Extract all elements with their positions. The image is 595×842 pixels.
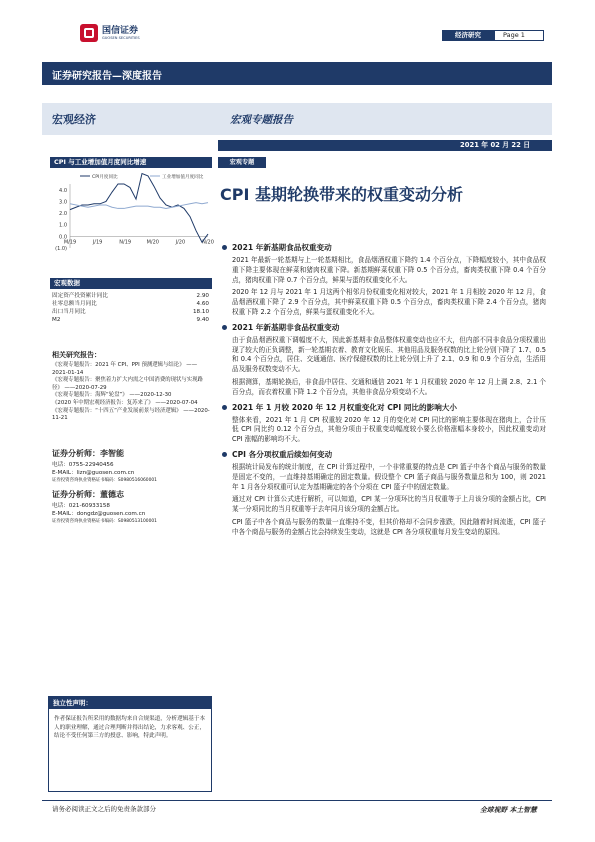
related-reports	[52, 350, 210, 423]
analyst-1-cert: 证券投资咨询执业资格证书编码：S0980516060001	[52, 478, 157, 483]
independence-box	[48, 696, 212, 792]
bullet-icon	[222, 245, 227, 250]
logo-en: GUOSEN SECURITIES	[102, 35, 140, 40]
report-date: 2021 年 02 月 22 日	[460, 141, 531, 149]
x-tick-label: M/19	[63, 239, 77, 246]
cpi-chart	[50, 170, 212, 270]
analyst-2-email[interactable]: E-MAIL：dongdz@guosen.com.cn	[52, 511, 146, 517]
paragraph: 根据统计局发布的统计制度，在 CPI 计算过程中，一个非常重要的特点是 CPI 篮子中各个商品与服务的数量是固定不变的，一直维持基期确定的固定数量。假设整个 CPI 篮子商品与服务数量总和为 100，则 2021 年 1 月各分项权重可认定为基期确定的各个分项在 CPI 篮子中的固定数量。	[232, 462, 546, 491]
paragraph: 根据测算，基期轮换后，非食品中居住、交通和通信 2021 年 1 月权重较 2020 年 12 月上调 2.8、2.1 个百分点，而衣着权重下降 1.2 个百分点，其他非食品分项变动不大。	[232, 377, 546, 396]
index-table	[52, 292, 212, 324]
series-line	[70, 203, 208, 209]
index-row: 固定资产投资累计同比 2.90	[52, 293, 209, 299]
index-title: 宏观数据	[50, 278, 212, 289]
analyst-2-phone: 电话：021-60933158	[52, 503, 110, 509]
y-tick-label: (1.0)	[55, 246, 67, 252]
bullet-icon	[222, 325, 227, 330]
section-heading: 2021 年新基期非食品权重变动	[222, 322, 546, 333]
paragraph: 2021 年最新一轮基期与上一轮基期相比，食品烟酒权重下降约 1.4 个百分点，下降幅度较小，其中食品权重下降主要体现在鲜菜和猪肉权重下降。新基期鲜菜权重下降 0.5 个百分点，畜肉类权重下降 0.4 个百分点，猪肉权重下降 0.7 个百分点，鲜果与蛋的权重变化不大。	[232, 256, 546, 284]
analyst-2-name: 证券分析师：董德志	[52, 490, 124, 499]
main-body	[222, 238, 546, 541]
report-type: 经济研究	[455, 31, 481, 39]
y-tick-label: 0.0	[59, 234, 67, 241]
index-row: 出口当月同比 18.10	[52, 309, 209, 315]
series-title: 证券研究报告—深度报告	[52, 71, 162, 82]
related-report-link[interactable]: 《宏观专题报告：2021 年 CPI、PPI 预测逻辑与结论》 ——2021-01-14	[52, 362, 198, 376]
report-title: CPI 基期轮换带来的权重变动分析	[220, 185, 463, 204]
analyst-2-cert: 证券投资咨询执业资格证书编码：S0980513100001	[52, 519, 157, 524]
legend-label: CPI月度同比	[92, 175, 118, 180]
section-heading: 2021 年新基期食品权重变动	[222, 242, 546, 253]
index-row: 社零总额当月同比 4.60	[52, 301, 209, 307]
x-tick-label: N/20	[202, 239, 214, 246]
paragraph: 通过对 CPI 计算公式进行解析，可以知道，CPI 某一分项环比的当月权重等于上月该分项的金额占比，CPI 某一分项同比的当月权重等于去年同月该分项的金额占比。	[232, 495, 546, 514]
footer-disclaimer: 请务必阅读正文之后的免责条款部分	[52, 805, 156, 813]
footer-slogan: 全球视野 本土智慧	[480, 806, 537, 814]
statement-title: 独立性声明：	[49, 697, 211, 709]
x-tick-label: M/20	[146, 239, 159, 246]
page-number: Page 1	[503, 31, 525, 39]
x-tick-label: J/20	[175, 239, 186, 246]
y-tick-label: 2.0	[59, 211, 67, 218]
bullet-icon	[222, 452, 227, 457]
section-heading: 2021 年 1 月较 2020 年 12 月权重变化对 CPI 同比的影响大小	[222, 402, 546, 413]
category-band	[42, 103, 552, 135]
x-tick-label: J/19	[92, 239, 103, 246]
related-report-link[interactable]: 《2020 年中期宏观经济报告：复苏来了》 ——2020-07-04	[52, 399, 198, 406]
logo	[80, 24, 140, 42]
analyst-1	[52, 448, 212, 484]
statement-text: 作者保证报告所采用的数据均来自合规渠道，分析逻辑基于本人的职业理解，通过合理判断并得出结论，力求客观、公正，结论不受任何第三方的授意、影响，特此声明。	[54, 716, 206, 739]
chart-title: CPI 与工业增加值月度同比增速	[50, 157, 212, 168]
logo-cn: 国信证券	[102, 25, 139, 36]
paragraph: 整体来看，2021 年 1 月 CPI 权重较 2020 年 12 月的变化对 CPI 同比的影响主要体现在猪肉上，合计压低 CPI 同比约 0.12 个百分点，其他分项由于权重变动幅度较小要么价格涨幅本身较小，因此权重变动对 CPI 涨幅的影响均不大。	[232, 415, 546, 444]
y-tick-label: 1.0	[59, 222, 67, 229]
related-title: 相关研究报告：	[52, 351, 101, 359]
topic-tag: 宏观专题	[218, 157, 266, 168]
index-row: M2 9.40	[52, 317, 209, 323]
y-tick-label: 3.0	[59, 199, 67, 206]
analyst-1-email[interactable]: E-MAIL：lizn@guosen.com.cn	[52, 470, 135, 476]
x-tick-label: N/19	[119, 239, 132, 246]
related-report-link[interactable]: 《宏观专题报告：“十四五”产业发展前景与经济逻辑》 ——2020-11-21	[52, 407, 210, 422]
bullet-icon	[222, 405, 227, 410]
analyst-1-phone: 电话：0755-22940456	[52, 462, 114, 468]
report-type-box	[442, 30, 494, 41]
related-report-link[interactable]: 《宏观专题报告：聚焦着力扩大内需之中国消费的现状与实现路径》 ——2020-07-29	[52, 377, 203, 391]
logo-icon	[80, 24, 98, 42]
paragraph: 由于食品烟酒权重下调幅度不大，因此新基期非食品整体权重变动也应不大，但内部不同非食品分项权重出现了较大的正负调整，新一轮基期衣着、教育文化娱乐、其他用品及服务权数的比上轮分别下降了 1.7、0.5 和 0.4 个百分点，居住、交通通信、医疗保健权数的比上轮分别上升了 2.1、0.9 和 0.9 个百分点，生活用品及服务权数变动不大。	[232, 335, 546, 374]
y-tick-label: 4.0	[59, 187, 67, 194]
page-number-box	[494, 30, 544, 41]
subcategory-title: 宏观专题报告	[230, 114, 293, 126]
related-report-link[interactable]: 《宏观专题报告：海辉“轮盘”》 ——2020-12-30	[52, 392, 172, 399]
analyst-2	[52, 489, 212, 525]
analyst-1-name: 证券分析师：李智能	[52, 449, 124, 458]
legend-label: 工业增加值月度同比	[162, 175, 204, 180]
footer-rule	[42, 800, 552, 801]
paragraph: CPI 篮子中各个商品与服务的数量一直维持不变，但其价格却不会同步涨跌，因此随着时间流逝，CPI 篮子中各个商品与服务的金额占比会持续发生变动，这就是 CPI 各分项权重每月发生变动的原因。	[232, 517, 546, 536]
category-title: 宏观经济	[52, 113, 96, 126]
section-heading: CPI 各分项权重后续如何变动	[222, 449, 546, 460]
paragraph: 2020 年 12 月与 2021 年 1 月这两个相邻月份权重变化相对较大，2021 年 1 月相较 2020 年 12 月，食品烟酒权重下降了 2.9 个百分点，其中鲜菜权重下降 0.5 个百分点，畜肉类权重下降 2.4 个百分点，猪肉权重下降 2.2 个百分点，鲜果与蛋权重变化不大。	[232, 288, 546, 316]
